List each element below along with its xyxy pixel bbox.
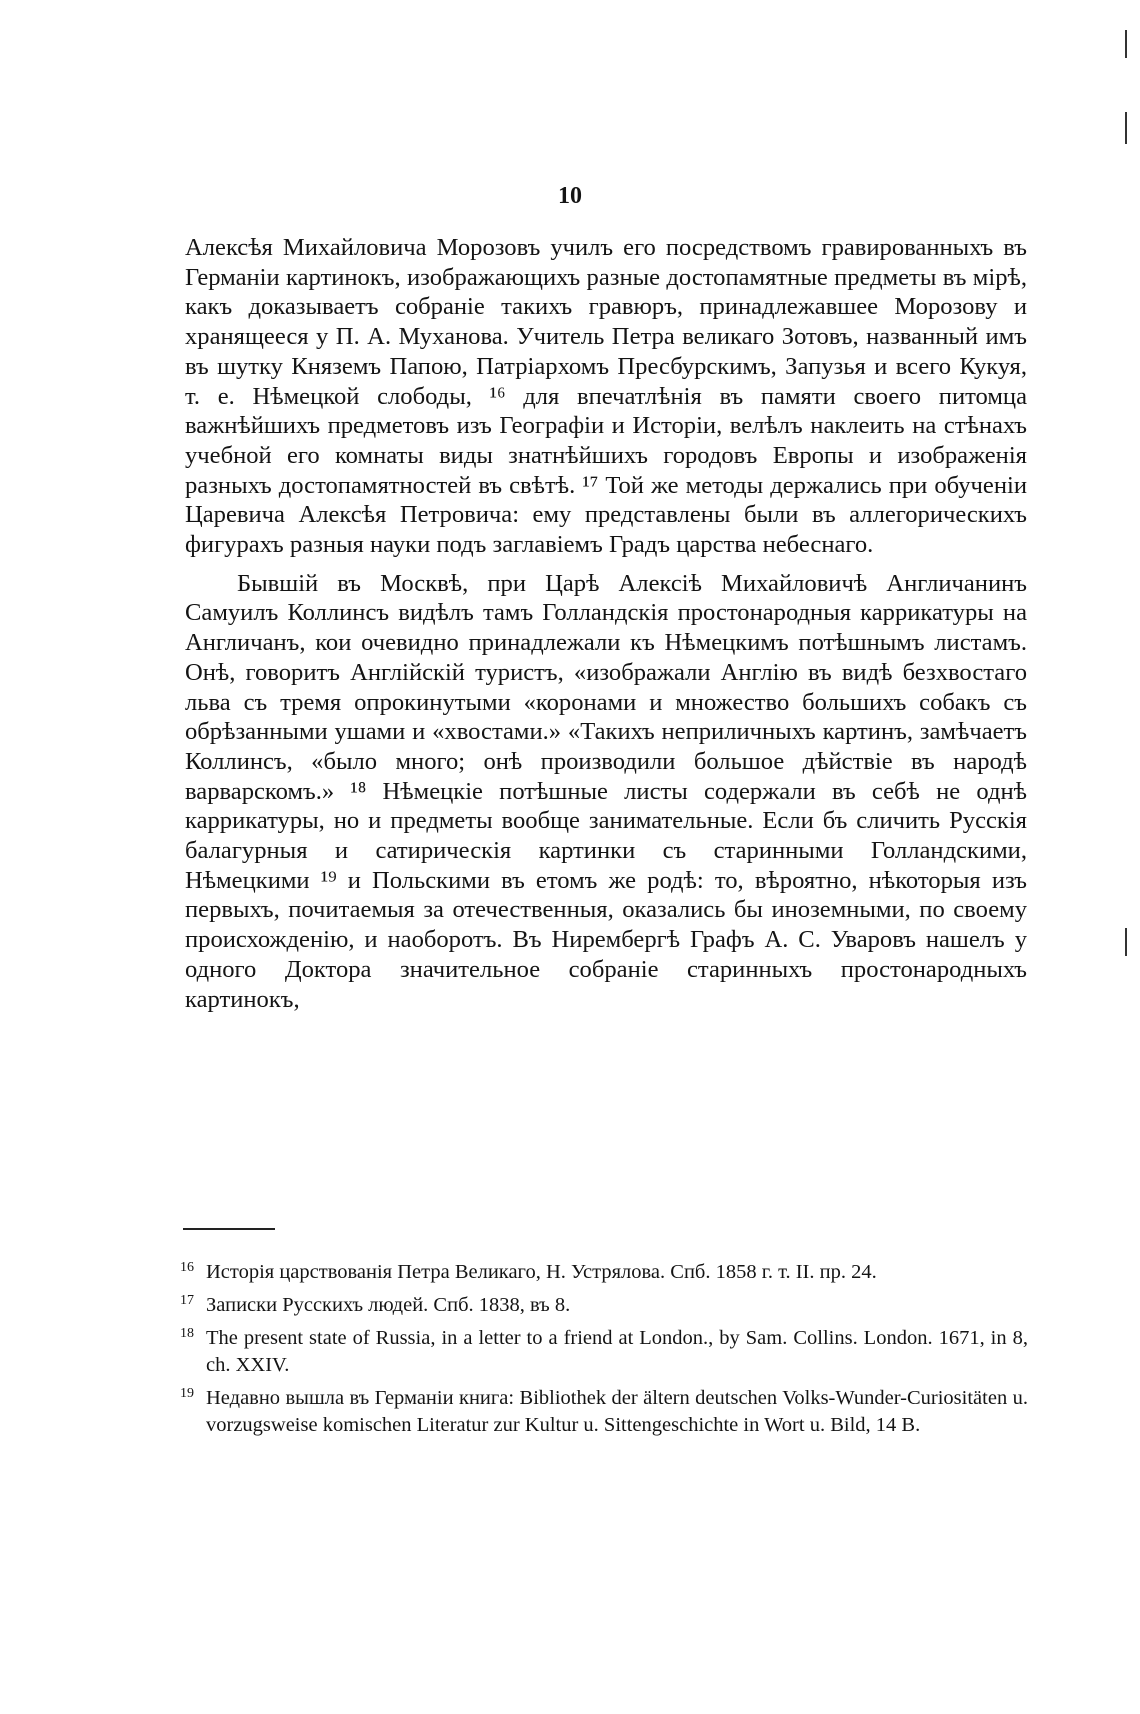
paragraph-1: Алексѣя Михайловича Морозовъ училъ его посредствомъ гравированныхъ въ Германіи картинокъ, изображающихъ разные достопамятные предметы въ мірѣ, какъ доказываетъ собраніе такихъ гравюръ, принадлежавшее Морозову и хранящееся у П. А. Муханова. Учитель Петра великаго Зотовъ, названный имъ въ шутку Княземъ Папою, Патріархомъ Пресбурскимъ, Запузья и всего Кукуя, т. е. Нѣмецкой слободы, ¹⁶ для впечатлѣнія въ памяти своего питомца важнѣйшихъ предметовъ изъ Географіи и Исторіи, велѣлъ наклеить на стѣнахъ учебной его комнаты виды знатнѣйшихъ городовъ Европы и изображенія разныхъ достопамятностей въ свѣтѣ. ¹⁷ Той же методы держались при обученіи Царевича Алексѣя Петровича: ему представлены были въ аллегорическихъ фигурахъ разныя науки подъ заглавіемъ Градъ царства небеснаго. [185,234,1027,559]
paragraph-2: Бывшій въ Москвѣ, при Царѣ Алексіѣ Михайловичѣ Англичанинъ Самуилъ Коллинсъ видѣлъ тамъ Голландскія простонародныя каррикатуры на Англичанъ, кои очевидно принадлежали къ Нѣмецкимъ потѣшнымъ листамъ. Онѣ, говоритъ Англійскій туристъ, «изображали Англію въ видѣ безхвостаго льва съ тремя опрокинутыми «коронами и множество большихъ собакъ съ обрѣзанными ушами и «хвостами.» «Такихъ неприличныхъ картинъ, замѣчаетъ Коллинсъ, «было много; онѣ производили большое дѣйствіе въ народѣ варварскомъ.» ¹⁸ Нѣмецкіе потѣшные листы содержали въ себѣ не однѣ каррикатуры, но и предметы вообще занимательные. Если бъ сличить Русскія балагурныя и сатирическія картинки съ старинными Голландскими, Нѣмецкими ¹⁹ и Польскими въ етомъ же родѣ: то, вѣроятно, нѣкоторыя изъ первыхъ, почитаемыя за отечественныя, оказались бы иноземными, по своему происхожденію, и наоборотъ. Въ Нирембергѣ Графъ А. С. Уваровъ нашелъ у одного Доктора значительное собраніе старинныхъ простонародныхъ картинокъ, [185,569,1027,1013]
page-number: 10 [558,183,582,209]
footnote-text: The present state of Russia, in a letter to a friend at London., by Sam. Collins. London. 1671, in 8, ch. XXIV. [206,1327,1028,1376]
footnotes [180,1259,1028,1445]
scan-edge-mark-middle [1125,112,1127,144]
footnote-16 [180,1259,1028,1286]
footnote-19 [180,1385,1028,1439]
footnote-marker: 17 [180,1293,194,1308]
scan-edge-mark-top [1125,30,1127,58]
body-text [185,233,1027,1014]
footnote-17 [180,1292,1028,1319]
footnote-18 [180,1325,1028,1379]
footnote-marker: 18 [180,1326,194,1341]
footnote-marker: 19 [180,1386,194,1401]
footnote-marker: 16 [180,1260,194,1275]
footnote-text: Записки Русскихъ людей. Спб. 1838, въ 8. [206,1294,571,1316]
footnote-text: Недавно вышла въ Германіи книга: Bibliothek der ältern deutschen Volks-Wunder-Curiositäten u. vorzugsweise komischen Literatur zur Kultur u. Sittengeschichte in Wort u. Bild, 14 B. [206,1387,1028,1436]
footnote-text: Исторія царствованія Петра Великаго, Н. Устрялова. Спб. 1858 г. т. II. пр. 24. [206,1261,877,1283]
footnote-separator [183,1228,275,1230]
scan-edge-mark-lower [1125,928,1127,956]
